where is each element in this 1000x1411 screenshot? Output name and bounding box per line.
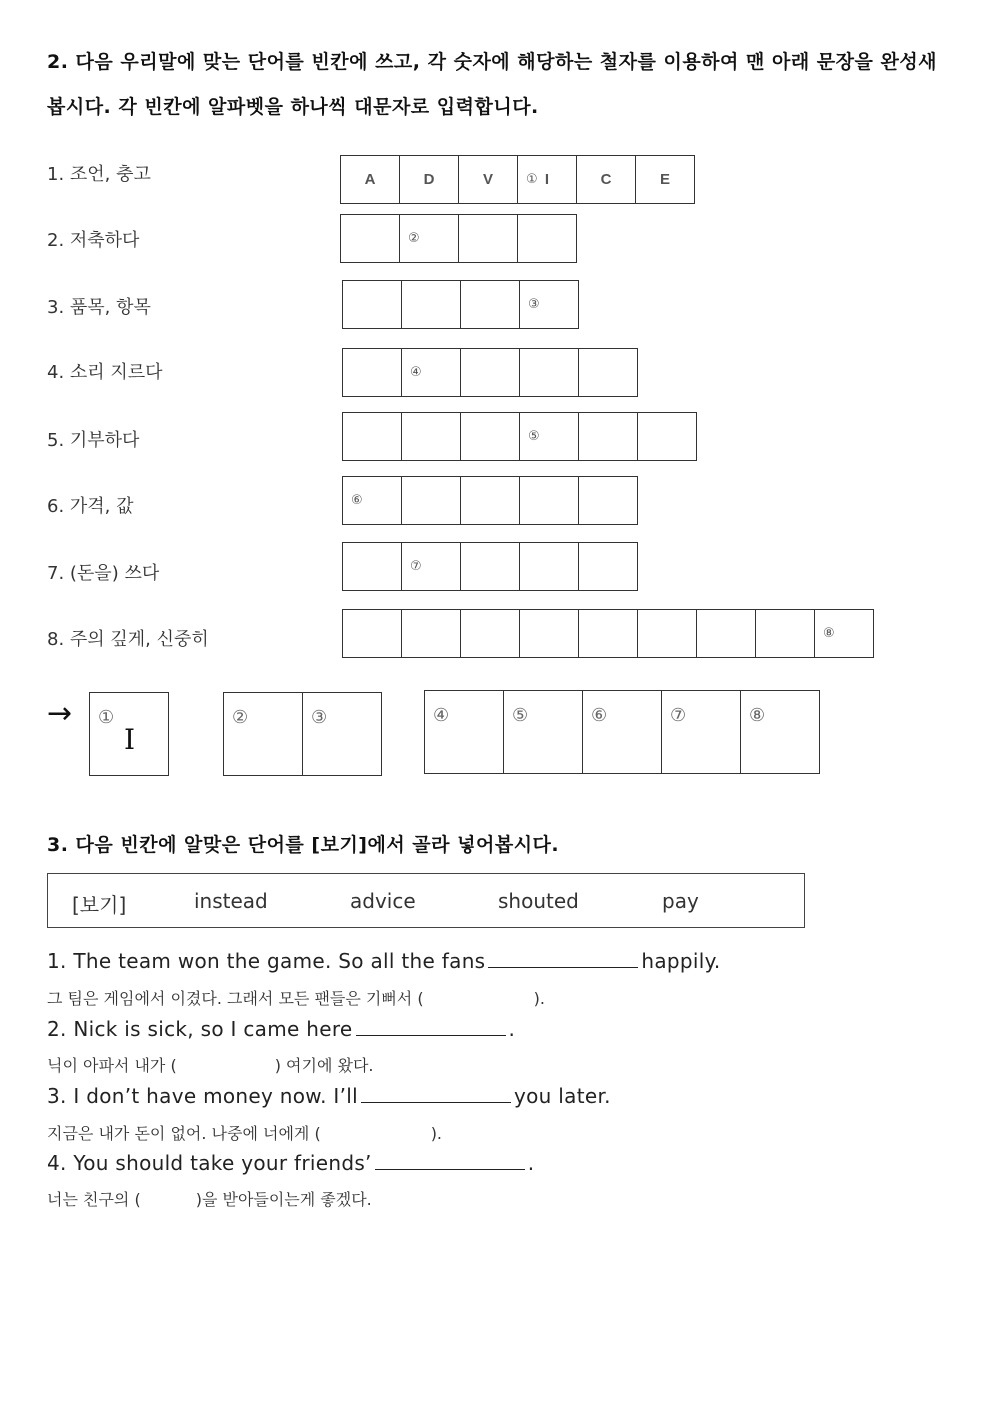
cell-marker: ② [408,231,420,246]
question-4-text: 4. You should take your friends’ [47,1151,372,1175]
final-letter-box-5[interactable] [503,690,583,774]
letter-cell[interactable] [578,348,638,397]
letter-cell[interactable] [401,542,461,591]
question-2-end: . [508,1017,516,1041]
final-letter-box-7[interactable] [661,690,741,774]
final-marker: ⑧ [749,705,766,726]
letter-cell[interactable] [637,412,697,461]
letter-cell[interactable] [401,412,461,461]
cell-marker: ④ [410,365,422,380]
letter-cell[interactable] [578,476,638,525]
clue-label-5: 5. 기부하다 [47,430,140,451]
korean-text: 지금은 내가 돈이 없어. 나중에 너에게 ( [47,1124,321,1143]
answer-blank-2[interactable] [356,1017,506,1036]
final-marker: ⑤ [512,705,529,726]
letter-cell[interactable] [460,412,520,461]
cell-marker: ⑤ [528,429,540,444]
cell-letter: E [659,171,670,188]
question-1 [47,949,721,973]
letter-cell[interactable] [519,476,579,525]
letter-cell[interactable] [519,542,579,591]
letter-cell[interactable] [517,214,577,263]
clue-label-2: 2. 저축하다 [47,230,140,251]
letter-cell[interactable] [460,609,520,658]
korean-text: 그 팀은 게임에서 이겼다. 그래서 모든 팬들은 기뻐서 ( [47,989,424,1008]
question-2-korean [47,1053,373,1076]
letter-cell[interactable] [814,609,874,658]
letter-cell[interactable] [340,155,400,204]
letter-cell[interactable] [342,348,402,397]
letter-cell[interactable] [458,155,518,204]
cell-letter: V [482,171,493,188]
letter-cell[interactable] [342,609,402,658]
question-4-end: . [527,1151,535,1175]
letter-cell[interactable] [340,214,400,263]
clue-label-3: 3. 품목, 항목 [47,297,151,318]
question-3-end: you later. [514,1084,611,1108]
final-letter-box-8[interactable] [740,690,820,774]
cell-marker: ⑥ [351,493,363,508]
word-bank-word: instead [194,889,268,913]
final-marker: ④ [433,705,450,726]
clue-label-1: 1. 조언, 충고 [47,164,151,185]
clue-row-4 [342,348,638,397]
letter-cell[interactable] [519,348,579,397]
answer-blank-1[interactable] [488,949,638,968]
letter-cell[interactable] [517,155,577,204]
cell-marker: ⑧ [823,626,835,641]
final-group-3 [424,690,820,774]
letter-cell[interactable] [342,412,402,461]
final-marker: ① [98,707,115,728]
clue-row-1 [340,155,695,204]
letter-cell[interactable] [578,412,638,461]
question-1-text: 1. The team won the game. So all the fans [47,949,486,973]
final-letter-box-2[interactable] [223,692,303,776]
clue-row-7 [342,542,638,591]
letter-cell[interactable] [460,280,520,329]
korean-text: 너는 친구의 ( [47,1190,141,1209]
clue-row-2 [340,214,577,263]
question-4 [47,1151,534,1175]
word-bank [47,873,805,928]
cell-letter: D [423,171,435,188]
clue-label-6: 6. 가격, 값 [47,496,134,517]
final-letter-box-3[interactable] [302,692,382,776]
final-group-1 [89,692,169,776]
final-letter-box-1[interactable] [89,692,169,776]
letter-cell[interactable] [637,609,697,658]
letter-cell[interactable] [755,609,815,658]
arrow-icon: → [47,696,73,731]
answer-blank-4[interactable] [375,1151,525,1170]
question-4-korean [47,1187,372,1210]
clue-label-7: 7. (돈을) 쓰다 [47,563,160,584]
word-bank-word: advice [350,889,416,913]
question-2 [47,1017,515,1041]
letter-cell[interactable] [635,155,695,204]
letter-cell[interactable] [458,214,518,263]
letter-cell[interactable] [578,542,638,591]
korean-text-end: ). [430,1124,443,1143]
letter-cell[interactable] [460,542,520,591]
word-bank-label: [보기] [72,893,127,917]
clue-row-5 [342,412,697,461]
korean-text: 닉이 아파서 내가 ( [47,1056,177,1075]
question-1-end: happily. [641,949,721,973]
korean-text-end: )을 받아들이는게 좋겠다. [195,1190,372,1209]
letter-cell[interactable] [696,609,756,658]
section2-heading-line2: 봅시다. 각 빈칸에 알파벳을 하나씩 대문자로 입력합니다. [47,96,539,118]
word-bank-word: pay [662,889,699,913]
question-3-korean [47,1121,442,1144]
letter-cell[interactable] [401,609,461,658]
final-letter-box-4[interactable] [424,690,504,774]
letter-cell[interactable] [401,476,461,525]
letter-cell[interactable] [401,280,461,329]
clue-label-8: 8. 주의 깊게, 신중히 [47,629,209,650]
korean-text-end: ). [533,989,545,1008]
question-3 [47,1084,611,1108]
final-marker: ② [232,707,249,728]
answer-blank-3[interactable] [361,1084,511,1103]
question-2-text: 2. Nick is sick, so I came here [47,1017,353,1041]
final-letter-box-6[interactable] [582,690,662,774]
letter-cell[interactable] [460,476,520,525]
final-marker: ⑥ [591,705,608,726]
clue-row-3 [342,280,579,329]
letter-cell[interactable] [460,348,520,397]
cell-marker: ⑦ [410,559,422,574]
cell-marker: ① [526,172,538,187]
korean-text-end: ) 여기에 왔다. [274,1056,374,1075]
final-marker: ⑦ [670,705,687,726]
final-marker: ③ [311,707,328,728]
letter-cell[interactable] [399,214,459,263]
letter-cell[interactable] [519,412,579,461]
final-group-2 [223,692,382,776]
cell-letter: C [600,171,612,188]
question-3-text: 3. I don’t have money now. I’ll [47,1084,358,1108]
clue-label-4: 4. 소리 지르다 [47,362,163,383]
clue-row-6 [342,476,638,525]
letter-cell[interactable] [576,155,636,204]
cell-letter: A [364,171,376,188]
question-1-korean [47,986,545,1009]
text-cursor-icon: I [124,723,136,756]
letter-cell[interactable] [519,280,579,329]
letter-cell[interactable] [401,348,461,397]
word-bank-word: shouted [498,889,579,913]
letter-cell[interactable] [342,280,402,329]
cell-letter: I [544,171,550,188]
clue-row-8 [342,609,874,658]
letter-cell[interactable] [519,609,579,658]
cell-marker: ③ [528,297,540,312]
letter-cell[interactable] [578,609,638,658]
letter-cell[interactable] [399,155,459,204]
section3-heading: 3. 다음 빈칸에 알맞은 단어를 [보기]에서 골라 넣어봅시다. [47,834,560,856]
letter-cell[interactable] [342,476,402,525]
letter-cell[interactable] [342,542,402,591]
section2-heading-line1: 2. 다음 우리말에 맞는 단어를 빈칸에 쓰고, 각 숫자에 해당하는 철자를 이용하여 맨 아래 문장을 완성새 [47,51,938,73]
